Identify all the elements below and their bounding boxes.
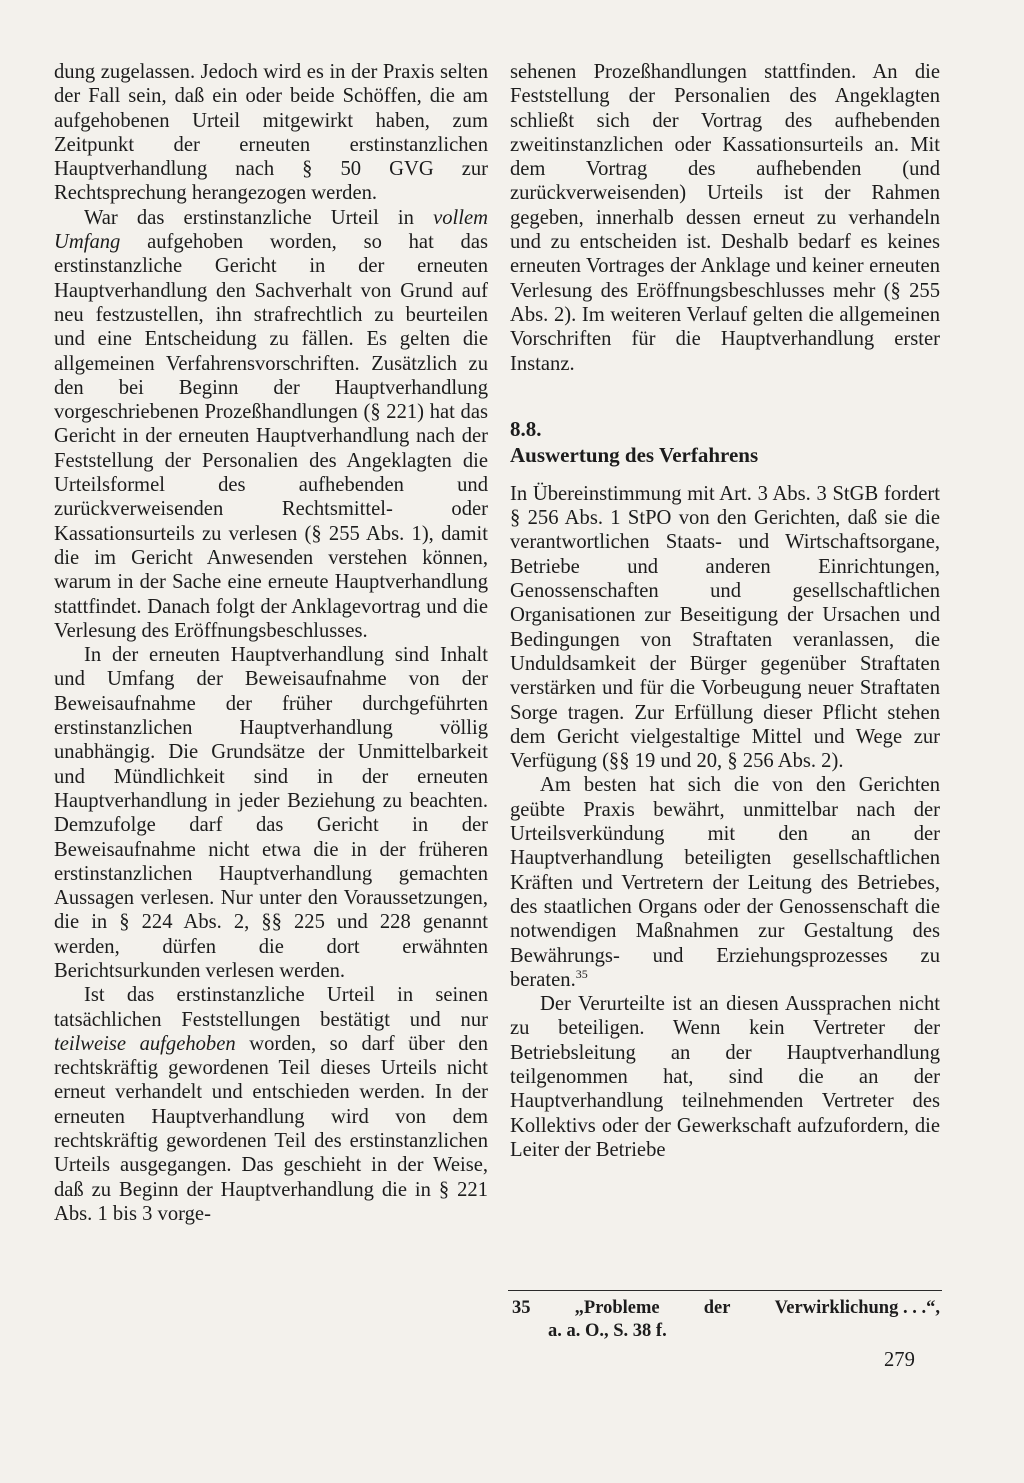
section-heading <box>510 416 940 468</box>
right-column <box>510 60 940 1162</box>
footnote-line-2: a. a. O., S. 38 f. <box>548 1321 667 1341</box>
paragraph-2-emphasis: vollem Umfang <box>54 206 488 254</box>
left-column <box>54 60 488 1226</box>
section-number: 8.8. <box>510 416 542 441</box>
footnote-number: 35 <box>512 1298 531 1318</box>
paragraph-4-emphasis: teilweise aufgehoben <box>54 1032 236 1055</box>
footnote-divider <box>508 1290 942 1291</box>
paragraph-2 <box>54 206 488 643</box>
page-number: 279 <box>884 1349 915 1371</box>
paragraph-7 <box>510 773 940 992</box>
paragraph-1: dung zugelassen. Jedoch wird es in der Praxis selten der Fall sein, daß ein oder beide Schöffen, die am aufgehobenen Urteil mitgewirkt haben, zum Zeitpunkt der erneuten erstinstanzlichen Hauptverhandlung nach § 50 GVG zur Rechtsprechung herangezogen werden. <box>54 61 488 205</box>
footnote-reference: 35 <box>575 966 588 981</box>
paragraph-8: Der Verurteilte ist an diesen Aussprachen nicht zu beteiligen. Wenn kein Vertreter der Betriebsleitung an der Hauptverhandlung teilgenommen hat, sind die an der Hauptverhandlung teilnehmenden Vertreter des Kollektivs oder der Gewerkschaft aufzufordern, die Leiter der Betriebe <box>510 993 940 1161</box>
paragraph-2-text-b: aufgehoben worden, so hat das erstinstanzliche Gericht in der erneuten Hauptverhandlung den Sachverhalt von Grund auf neu festzustellen, ihn strafrechtlich zu beurteilen und eine Entscheidung zu fällen. Es gelten die allgemeinen Verfahrensvorschriften. Zusätzlich zu den bei Beginn der Hauptverhandlung vorgeschriebenen Prozeßhandlungen (§ 221) hat das Gericht in der erneuten Hauptverhandlung nach der Feststellung der Personalien des Angeklagten die Urteilsformel des aufhebenden und zurückverweisenden Rechtsmittel- oder Kassationsurteils zu verlesen (§ 255 Abs. 1), damit die im Gericht Anwesenden verstehen können, warum in der Sache eine erneute Hauptverhandlung stattfindet. Danach folgt der Anklagevortrag und die Verlesung des Eröffnungsbeschlusses. <box>54 231 488 642</box>
footnote-word: der <box>703 1298 731 1318</box>
footnote-line-1 <box>512 1297 940 1320</box>
paragraph-5: sehenen Prozeßhandlungen stattfinden. An die Feststellung der Personalien des Angeklagten schließt sich der Vortrag des aufhebenden zweitinstanzlichen oder Kassationsurteils an. Mit dem Vortrag des aufhebenden (und zurückverweisenden) Urteils ist der Rahmen gegeben, innerhalb dessen erneut zu verhandeln und zu entscheiden ist. Deshalb bedarf es keines erneuten Vortrages der Anklage und keiner erneuten Verlesung des Eröffnungsbeschlusses mehr (§ 255 Abs. 2). Im weiteren Verlauf gelten die allgemeinen Vorschriften für die Hauptverhandlung erster Instanz. <box>510 61 940 375</box>
section-title: Auswertung des Verfahrens <box>510 442 759 467</box>
footnote-word: „Probleme <box>574 1298 660 1318</box>
paragraph-4-text-a: Ist das erstinstanzliche Urteil in seinen tatsächlichen Feststellungen bestätigt und nur <box>54 984 488 1031</box>
paragraph-4-text-b: worden, so darf über den rechtskräftig gewordenen Teil dieses Urteils nicht erneut verhandelt und entschieden werden. In der erneuten Hauptverhandlung wird von dem rechtskräftig gewordenen Teil des erstinstanzlichen Urteils ausgegangen. Das geschieht in der Weise, daß zu Beginn der Hauptverhandlung die in § 221 Abs. 1 bis 3 vorge- <box>54 1032 488 1225</box>
paragraph-2-text-a: War das erstinstanzliche Urteil in <box>84 206 434 229</box>
footnote-word: Verwirklichung . . .“, <box>774 1298 940 1318</box>
footnote <box>512 1297 940 1343</box>
paragraph-6: In Übereinstimmung mit Art. 3 Abs. 3 StGB fordert § 256 Abs. 1 StPO von den Gerichten, daß sie die verantwortlichen Staats- und Wirtschaftsorgane, Betriebe und anderen Einrichtungen, Genossenschaften und gesellschaftlichen Organisationen zur Beseitigung der Ursachen und Bedingungen von Straftaten veranlassen, die Unduldsamkeit der Bürger gegenüber Straftaten verstärken und für die Vorbeugung neuer Straftaten Sorge tragen. Zur Erfüllung dieser Pflicht stehen dem Gericht vielgestaltige Mittel und Wege zur Verfügung (§§ 19 und 20, § 256 Abs. 2). <box>510 482 940 773</box>
paragraph-7-text: Am besten hat sich die von den Gerichten geübte Praxis bewährt, unmittelbar nach der Urteilsverkündung mit den an der Hauptverhandlung beteiligten gesellschaftlichen Kräften und Vertretern der Leitung des Betriebes, des staatlichen Organs oder der Genossenschaft die notwendigen Maßnahmen zur Gestaltung des Bewährungs- und Erziehungsprozesses zu beraten. <box>510 774 940 991</box>
paragraph-3: In der erneuten Hauptverhandlung sind Inhalt und Umfang der Beweisaufnahme von der Beweisaufnahme der früher durchgeführten erstinstanzlichen Hauptverhandlung völlig unabhängig. Die Grundsätze der Unmittelbarkeit und Mündlichkeit sind in der erneuten Hauptverhandlung in jeder Beziehung zu beachten. Demzufolge darf das Gericht in der Beweisaufnahme nicht etwa die in der früheren erstinstanzlichen Hauptverhandlung gemachten Aussagen verlesen. Nur unter den Voraussetzungen, die in § 224 Abs. 2, §§ 225 und 228 genannt werden, dürfen die dort erwähnten Berichtsurkunden verlesen werden. <box>54 644 488 982</box>
paragraph-4 <box>54 983 488 1226</box>
